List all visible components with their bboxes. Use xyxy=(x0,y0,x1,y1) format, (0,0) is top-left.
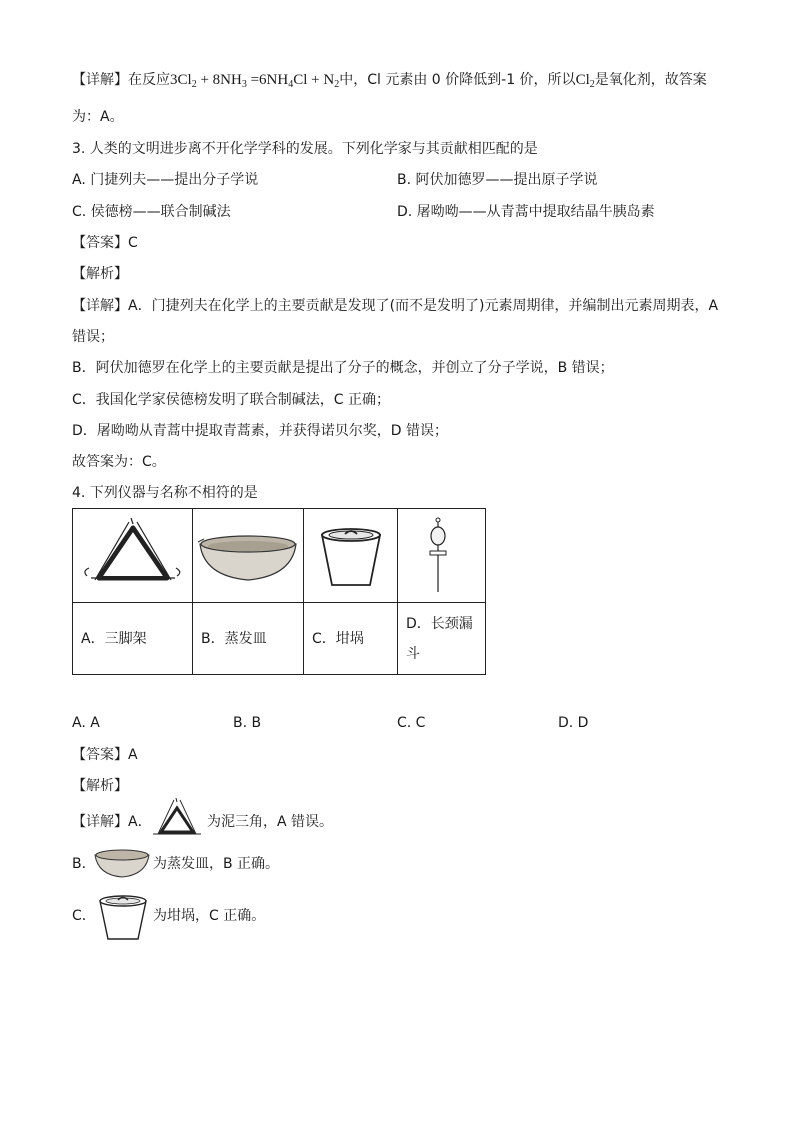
crucible-small-icon xyxy=(96,891,150,943)
cell-pic-a xyxy=(73,509,193,603)
cell-pic-d xyxy=(398,509,486,603)
cell-pic-c xyxy=(304,509,398,603)
label-c: C．坩埚 xyxy=(304,603,398,675)
clay-triangle-icon xyxy=(79,516,187,596)
label-a: A．三脚架 xyxy=(73,603,193,675)
q4-answer: 【答案】A xyxy=(72,747,138,763)
q4-detail-c-suffix: 为坩埚，C 正确。 xyxy=(153,908,266,924)
q3-stem: 3. 人类的文明进步离不开化学学科的发展。下列化学家与其贡献相匹配的是 xyxy=(72,141,538,157)
q3-option-c: C. 侯德榜——联合制碱法 xyxy=(72,204,231,220)
dropping-funnel-icon xyxy=(422,516,462,596)
q4-detail-a-suffix: 为泥三角，A 错误。 xyxy=(207,814,334,830)
q4-detail-b-suffix: 为蒸发皿，B 正确。 xyxy=(153,856,280,872)
cell-pic-b xyxy=(193,509,304,603)
crucible-icon xyxy=(316,521,386,591)
q4-option-b: B. B xyxy=(233,715,262,731)
q3-answer: 【答案】C xyxy=(72,235,138,251)
q3-detail-line5: D．屠呦呦从青蒿中提取青蒿素，并获得诺贝尔奖，D 错误； xyxy=(72,423,449,439)
detail-tag: 【详解】 xyxy=(72,72,128,88)
q3-option-a: A. 门捷列夫——提出分子学说 xyxy=(72,172,259,188)
q4-detail-c-prefix: C． xyxy=(72,908,96,924)
q3-detail-line1: 【详解】A．门捷列夫在化学上的主要贡献是发现了(而不是发明了)元素周期律，并编制出元素周期表，A xyxy=(72,298,719,314)
q3-detail-line2: 错误； xyxy=(72,329,114,345)
label-d: D．长颈漏 斗 xyxy=(398,603,486,675)
q4-option-d: D. D xyxy=(558,715,589,731)
cl2-formula: $Cl_2$ xyxy=(575,72,595,90)
q4-option-a: A. A xyxy=(72,715,100,731)
q3-detail-line6: 故答案为：C。 xyxy=(72,454,166,470)
q2-detail-line1: 【详解】在反应$3Cl_2 + 8NH_3 =6NH_4Cl + N_2$中，Cl 元素由 0 价降低到-1 价，所以$Cl_2$是氧化剂，故答案 xyxy=(72,72,707,90)
q2-detail-line2: 为：A。 xyxy=(72,109,124,125)
label-b: B．蒸发皿 xyxy=(193,603,304,675)
q3-detail-line4: C．我国化学家侯德榜发明了联合制碱法，C 正确； xyxy=(72,392,390,408)
q4-detail-a-prefix: 【详解】A． xyxy=(72,814,152,830)
q3-detail-line3: B．阿伏加德罗在化学上的主要贡献是提出了分子的概念，并创立了分子学说，B 错误； xyxy=(72,360,614,376)
instrument-table xyxy=(72,508,486,675)
q4-stem: 4. 下列仪器与名称不相符的是 xyxy=(72,485,258,501)
q3-option-d: D. 屠呦呦——从青蒿中提取结晶牛胰岛素 xyxy=(397,204,655,220)
q3-option-b: B. 阿伏加德罗——提出原子学说 xyxy=(397,172,598,188)
clay-triangle-small-icon xyxy=(150,798,204,842)
q3-analysis-label: 【解析】 xyxy=(72,266,128,282)
evaporating-dish-icon xyxy=(196,526,300,586)
evaporating-dish-small-icon xyxy=(93,845,151,881)
reaction-equation: $3Cl_2 + 8NH_3 =6NH_4Cl + N_2$ xyxy=(170,72,340,90)
q4-option-c: C. C xyxy=(397,715,426,731)
q4-analysis-label: 【解析】 xyxy=(72,778,128,794)
q4-detail-b-prefix: B． xyxy=(72,856,96,872)
